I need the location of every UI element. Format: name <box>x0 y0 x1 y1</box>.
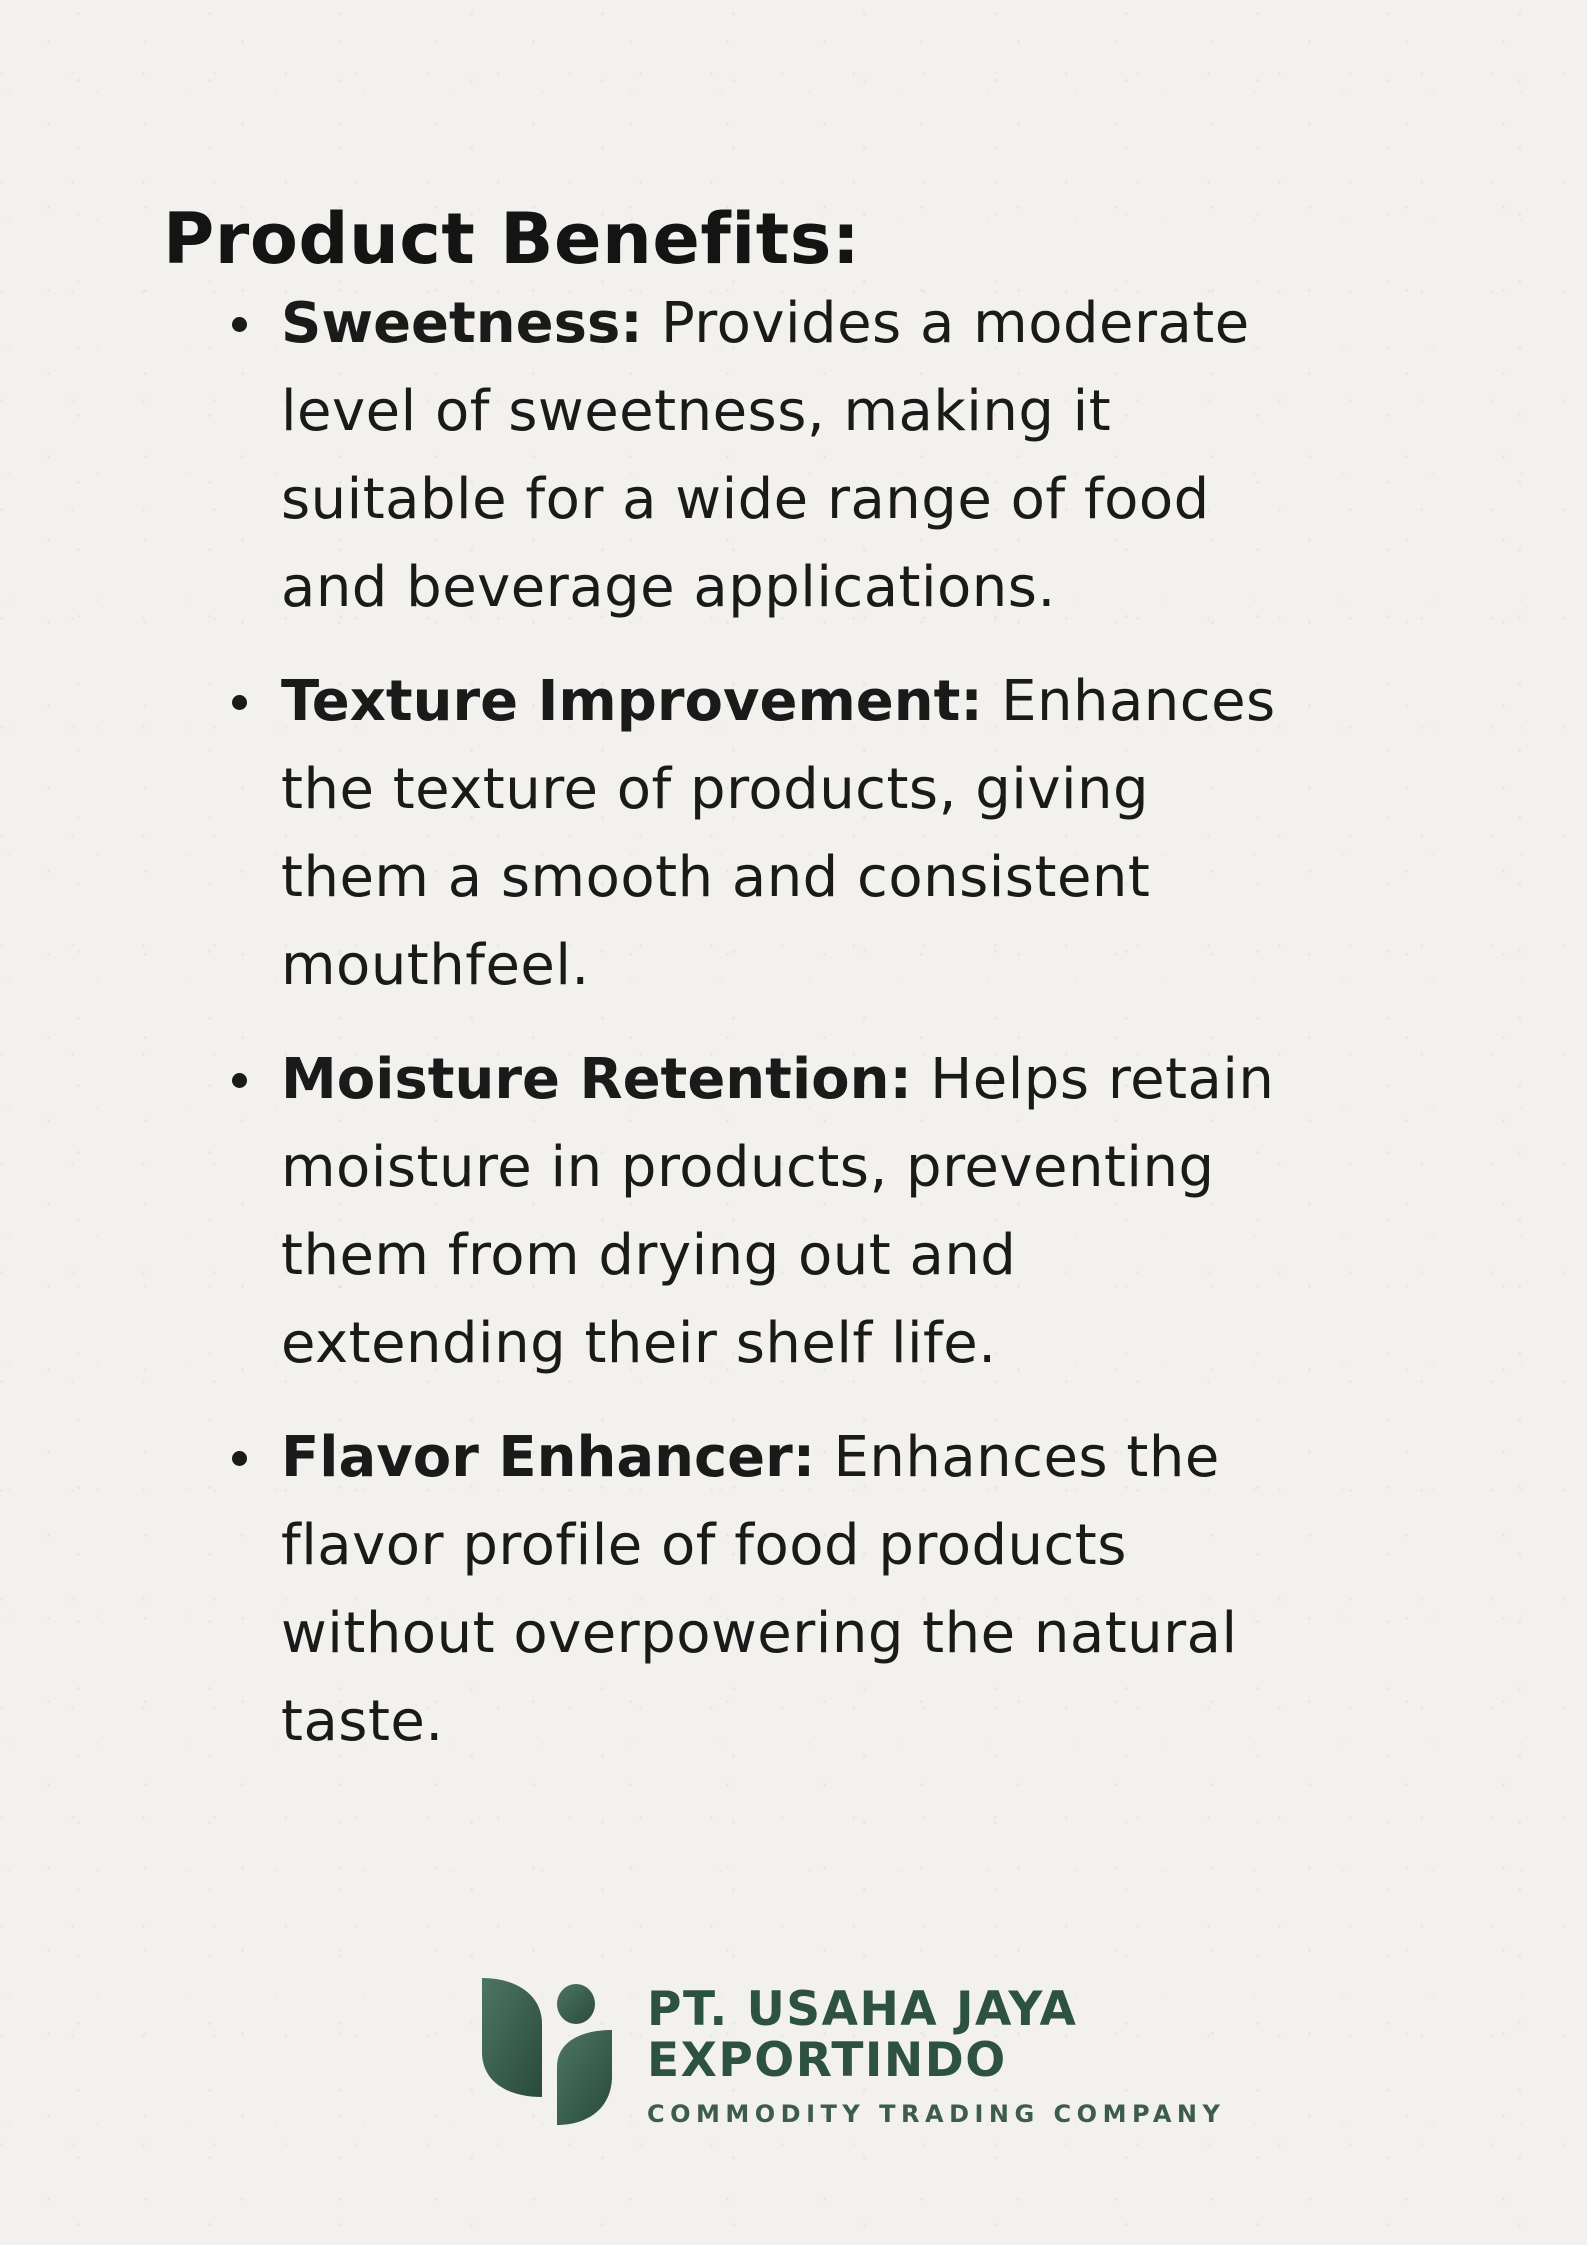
company-tagline: COMMODITY TRADING COMPANY <box>647 2100 1226 2128</box>
benefit-label: Texture Improvement: <box>281 669 983 734</box>
logo-dot-icon <box>557 1984 595 2024</box>
list-item: Sweetness: Provides a moderate level of sweetness, making it suitable for a wide range of food and beverage applications. <box>230 280 1440 632</box>
benefit-label: Moisture Retention: <box>281 1047 912 1112</box>
page-title: Product Benefits: <box>163 197 861 280</box>
benefit-label: Flavor Enhancer: <box>281 1425 816 1490</box>
company-footer <box>482 1978 1225 2129</box>
list-item: Flavor Enhancer: Enhances the flavor profile of food products without overpowering the natural taste. <box>230 1414 1440 1766</box>
company-logo-icon <box>482 1978 612 2126</box>
benefits-list <box>230 280 1440 1792</box>
company-name-line1: PT. USAHA JAYA <box>647 1982 1078 2037</box>
company-name-line2: EXPORTINDO <box>647 2033 1007 2088</box>
logo-leaf-large-icon <box>482 1978 542 2097</box>
company-logo-text <box>647 1978 1225 2129</box>
list-item: Texture Improvement: Enhances the texture of products, giving them a smooth and consistent mouthfeel. <box>230 658 1440 1010</box>
list-item: Moisture Retention: Helps retain moisture in products, preventing them from drying out and extending their shelf life. <box>230 1036 1440 1388</box>
logo-leaf-small-icon <box>557 2030 612 2125</box>
benefit-label: Sweetness: <box>281 291 643 356</box>
